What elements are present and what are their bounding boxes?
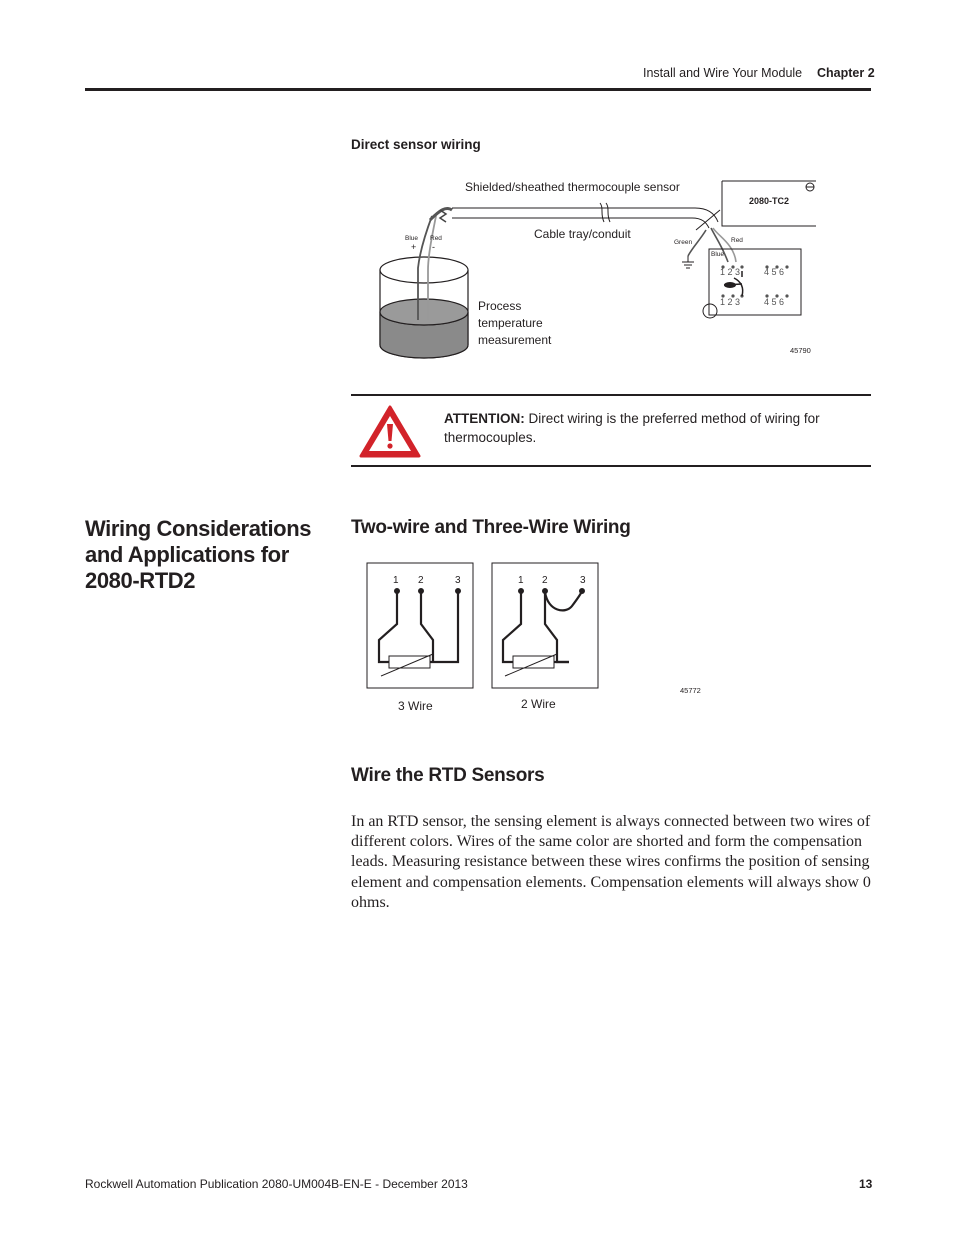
terminal-block bbox=[703, 249, 801, 318]
conduit-label: Cable tray/conduit bbox=[534, 227, 631, 241]
sheathed-cable bbox=[452, 203, 718, 228]
attention-message: Direct wiring is the preferred method of wiring for thermocouples. bbox=[444, 411, 820, 445]
polarity-minus: - bbox=[432, 242, 435, 252]
terminal-numbers-bottom-left: 1 2 3 bbox=[720, 297, 741, 307]
attention-text bbox=[444, 409, 844, 447]
rtd-body-text: In an RTD sensor, the sensing element is always connected between two wires of different colors. Wires of the same color are shorted and form the compensation leads. Measuring resistance between these wires confirms the position of sensing element and compensation elements. Compensation elements will always show 0 ohms. bbox=[351, 813, 871, 911]
terminal-numbers-top-left: 1 2 3 bbox=[720, 267, 741, 277]
rtd-wiring-diagram bbox=[0, 0, 954, 200]
polarity-plus: + bbox=[411, 242, 417, 252]
process-label-line-3: measurement bbox=[478, 333, 552, 347]
process-tank bbox=[380, 257, 468, 358]
header-section-title: Install and Wire Your Module bbox=[643, 66, 803, 80]
two-wire-terminal-3: 3 bbox=[580, 575, 586, 586]
rtd-heading: Wire the RTD Sensors bbox=[351, 765, 545, 786]
warning-triangle-icon bbox=[358, 404, 422, 460]
sensor-label: Shielded/sheathed thermocouple sensor bbox=[465, 180, 680, 194]
terminal-numbers-bottom-right: 4 5 6 bbox=[764, 297, 785, 307]
process-label-line-2: temperature bbox=[478, 316, 543, 330]
rtd-figure-number: 45772 bbox=[680, 686, 701, 695]
terminal-jumper-plug bbox=[724, 282, 736, 288]
section-heading: Wiring Considerations and Applications for 2080-RTD2 bbox=[85, 516, 312, 593]
module-name: 2080-TC2 bbox=[749, 196, 790, 206]
two-wire-label: 2 Wire bbox=[521, 697, 556, 711]
wire-label-red-module: Red bbox=[731, 237, 743, 244]
figure-caption: Direct sensor wiring bbox=[351, 137, 481, 152]
three-wire-terminal-1: 1 bbox=[393, 575, 399, 586]
process-label-line-1: Process bbox=[478, 299, 522, 313]
wire-label-blue: Blue bbox=[405, 235, 419, 242]
attention-label: ATTENTION: bbox=[444, 411, 525, 426]
attention-rule-bottom bbox=[351, 465, 871, 467]
three-wire-terminal-3: 3 bbox=[455, 575, 461, 586]
two-wire-terminal-2: 2 bbox=[542, 575, 548, 586]
three-wire-label: 3 Wire bbox=[398, 699, 433, 713]
attention-rule-top bbox=[351, 394, 871, 396]
footer-publication: Rockwell Automation Publication 2080-UM004B-EN-E - December 2013 bbox=[85, 1177, 468, 1191]
three-wire-terminal-2: 2 bbox=[418, 575, 424, 586]
header-chapter: Chapter 2 bbox=[817, 66, 875, 80]
wire-label-red: Red bbox=[430, 235, 442, 242]
wire-label-green: Green bbox=[674, 239, 693, 246]
ground-icon bbox=[682, 256, 694, 268]
terminal-numbers-top-right: 4 5 6 bbox=[764, 267, 785, 277]
wire-label-blue-module: Blue bbox=[711, 251, 725, 258]
figure-number: 45790 bbox=[790, 346, 811, 355]
two-three-wire-heading: Two-wire and Three-Wire Wiring bbox=[351, 517, 631, 538]
two-wire-terminal-1: 1 bbox=[518, 575, 524, 586]
page-number: 13 bbox=[859, 1177, 873, 1191]
